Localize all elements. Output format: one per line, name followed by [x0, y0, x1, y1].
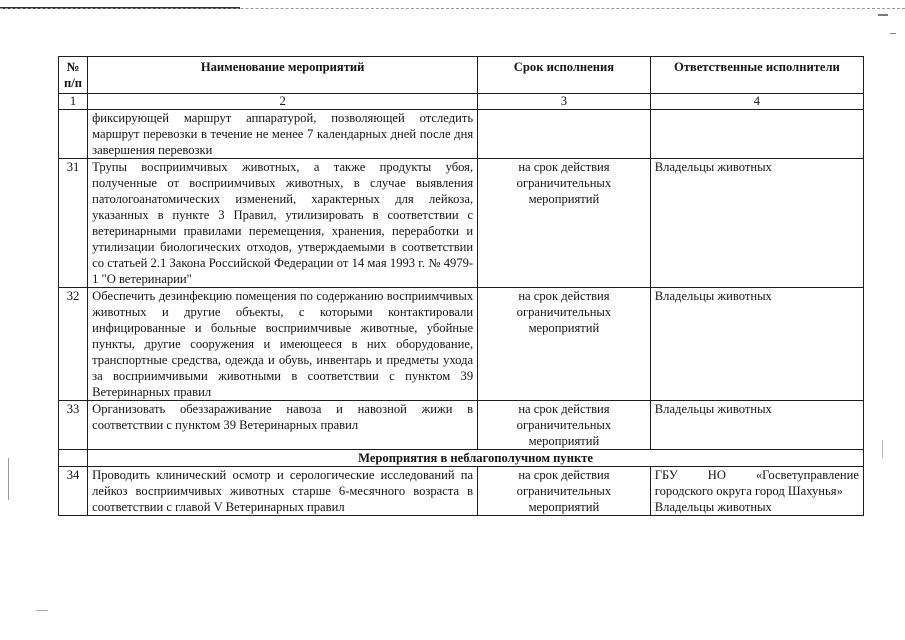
- scan-artifact-mark: [8, 458, 9, 500]
- scan-artifact-mark: [890, 33, 896, 34]
- measure-responsible: Владельцы животных: [650, 288, 863, 401]
- measure-name: фиксирующей маршрут аппаратурой, позволяющей отследить маршрут перевозки в течение не менее 7 календарных дней после дня завершения перевозки: [88, 110, 478, 159]
- header-name: Наименование мероприятий: [88, 57, 478, 94]
- measure-term: на срок действия ограничительных мероприятий: [478, 401, 651, 450]
- measure-responsible: Владельцы животных: [650, 401, 863, 450]
- measure-responsible: [650, 110, 863, 159]
- column-number: 4: [650, 94, 863, 110]
- header-responsible: Ответственные исполнители: [650, 57, 863, 94]
- measure-name: Организовать обеззараживание навоза и навозной жижи в соответствии с пунктом 39 Ветеринарных правил: [88, 401, 478, 450]
- measure-term: на срок действия ограничительных мероприятий: [478, 467, 651, 516]
- header-num: № п/п: [59, 57, 88, 94]
- scan-artifact-mark: [36, 610, 48, 611]
- measure-term: на срок действия ограничительных мероприятий: [478, 288, 651, 401]
- scan-artifact-mark: [878, 14, 888, 16]
- table-row: [59, 110, 864, 159]
- measure-term: на срок действия ограничительных мероприятий: [478, 159, 651, 288]
- section-row: [59, 450, 864, 467]
- section-row-number: [59, 450, 88, 467]
- scan-artifact-mark: [882, 440, 883, 458]
- responsible-primary: ГБУ НО «Госветуправление городского округа город Шахунья»: [654, 468, 859, 498]
- measures-table: [58, 56, 864, 516]
- row-number: 32: [59, 288, 88, 401]
- table-header-row: [59, 57, 864, 94]
- measure-name: Трупы восприимчивых животных, а также продукты убоя, полученные от восприимчивых животных, в случае выявления патологоанатомических изменений, характерных для лейкоза, указанных в пункте 3 Правил, утилизировать в соответствии с ветеринарными правилами перемещения, хранения, переработки и утилизации биологических отходов, утверждаемыми в соответствии со статьей 2.1 Закона Российской Федерации от 14 мая 1993 г. № 4979-1 "О ветеринарии": [88, 159, 478, 288]
- measure-name: Обеспечить дезинфекцию помещения по содержанию восприимчивых животных и другие объекты, с которыми контактировали инфицированные и больные восприимчивые животные, убойные пункты, другие сооружения и имеющееся в них оборудование, транспортные средства, одежда и обувь, инвентарь и предметы ухода за восприимчивыми животными в соответствии с пунктом 39 Ветеринарных правил: [88, 288, 478, 401]
- row-number: 33: [59, 401, 88, 450]
- measure-responsible: [650, 467, 863, 516]
- column-number: 1: [59, 94, 88, 110]
- table-row: [59, 288, 864, 401]
- row-number: [59, 110, 88, 159]
- table-row: [59, 467, 864, 516]
- column-number-row: [59, 94, 864, 110]
- measure-name: Проводить клинический осмотр и серологические исследований па лейкоз восприимчивых животных старше 6-месячного возраста в соответствии с главой V Ветеринарных правил: [88, 467, 478, 516]
- responsible-secondary: Владельцы животных: [654, 500, 772, 514]
- section-title: Мероприятия в неблагополучном пункте: [88, 450, 864, 467]
- column-number: 2: [88, 94, 478, 110]
- header-term: Срок исполнения: [478, 57, 651, 94]
- row-number: 31: [59, 159, 88, 288]
- measure-responsible: Владельцы животных: [650, 159, 863, 288]
- table-row: [59, 159, 864, 288]
- scan-top-dashed-line: [0, 8, 905, 10]
- table-row: [59, 401, 864, 450]
- measure-term: [478, 110, 651, 159]
- row-number: 34: [59, 467, 88, 516]
- column-number: 3: [478, 94, 651, 110]
